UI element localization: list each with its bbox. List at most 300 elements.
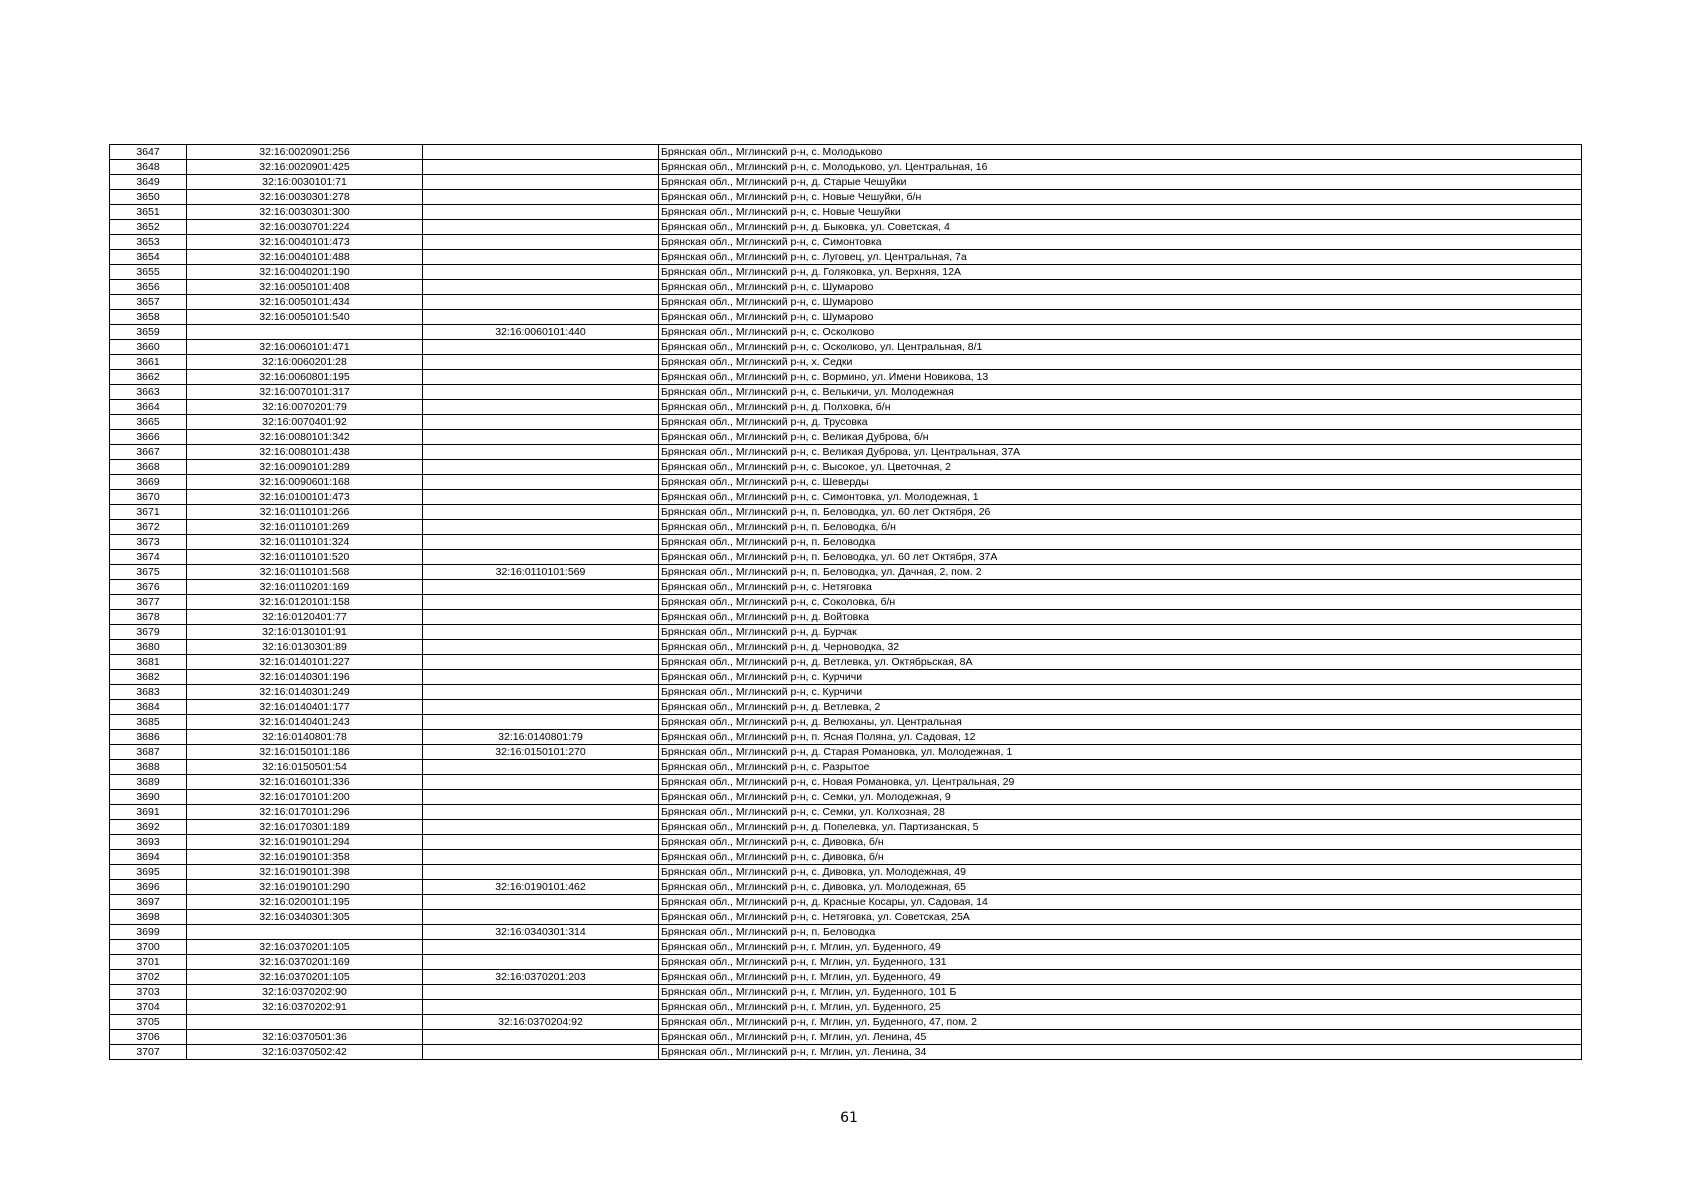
row-number-cell: 3672: [110, 520, 187, 535]
cadastral-number-cell: 32:16:0120101:158: [187, 595, 423, 610]
cadastral-number-cell: 32:16:0370202:91: [187, 1000, 423, 1015]
address-cell: Брянская обл., Мглинский р-н, д. Старые Чешуйки: [659, 175, 1582, 190]
related-cadastral-number-cell: 32:16:0190101:462: [423, 880, 659, 895]
related-cadastral-number-cell: [423, 400, 659, 415]
table-row: [110, 295, 1582, 310]
cadastral-number-cell: 32:16:0370201:105: [187, 940, 423, 955]
related-cadastral-number-cell: [423, 760, 659, 775]
related-cadastral-number-cell: 32:16:0060101:440: [423, 325, 659, 340]
table-row: [110, 700, 1582, 715]
cadastral-number-cell: 32:16:0140401:243: [187, 715, 423, 730]
row-number-cell: 3648: [110, 160, 187, 175]
cadastral-number-cell: 32:16:0030101:71: [187, 175, 423, 190]
cadastral-number-cell: 32:16:0130301:89: [187, 640, 423, 655]
related-cadastral-number-cell: [423, 535, 659, 550]
table-row: [110, 835, 1582, 850]
address-cell: Брянская обл., Мглинский р-н, с. Дивовка, б/н: [659, 835, 1582, 850]
row-number-cell: 3656: [110, 280, 187, 295]
related-cadastral-number-cell: [423, 580, 659, 595]
related-cadastral-number-cell: [423, 940, 659, 955]
related-cadastral-number-cell: [423, 235, 659, 250]
address-cell: Брянская обл., Мглинский р-н, с. Высокое, ул. Цветочная, 2: [659, 460, 1582, 475]
row-number-cell: 3686: [110, 730, 187, 745]
row-number-cell: 3677: [110, 595, 187, 610]
row-number-cell: 3695: [110, 865, 187, 880]
table-row: [110, 880, 1582, 895]
cadastral-number-cell: 32:16:0140801:78: [187, 730, 423, 745]
address-cell: Брянская обл., Мглинский р-н, с. Великая Дуброва, ул. Центральная, 37А: [659, 445, 1582, 460]
table-row: [110, 565, 1582, 580]
row-number-cell: 3669: [110, 475, 187, 490]
cadastral-number-cell: 32:16:0170301:189: [187, 820, 423, 835]
address-cell: Брянская обл., Мглинский р-н, п. Беловодка, б/н: [659, 520, 1582, 535]
row-number-cell: 3687: [110, 745, 187, 760]
address-cell: Брянская обл., Мглинский р-н, д. Войтовка: [659, 610, 1582, 625]
related-cadastral-number-cell: [423, 895, 659, 910]
table-row: [110, 760, 1582, 775]
row-number-cell: 3652: [110, 220, 187, 235]
address-cell: Брянская обл., Мглинский р-н, д. Полховка, б/н: [659, 400, 1582, 415]
cadastral-number-cell: [187, 1015, 423, 1030]
related-cadastral-number-cell: [423, 295, 659, 310]
related-cadastral-number-cell: 32:16:0340301:314: [423, 925, 659, 940]
table-row: [110, 220, 1582, 235]
address-cell: Брянская обл., Мглинский р-н, с. Новая Романовка, ул. Центральная, 29: [659, 775, 1582, 790]
address-cell: Брянская обл., Мглинский р-н, д. Быковка, ул. Советская, 4: [659, 220, 1582, 235]
row-number-cell: 3705: [110, 1015, 187, 1030]
row-number-cell: 3673: [110, 535, 187, 550]
row-number-cell: 3680: [110, 640, 187, 655]
address-cell: Брянская обл., Мглинский р-н, с. Великая Дуброва, б/н: [659, 430, 1582, 445]
cadastral-number-cell: 32:16:0150101:186: [187, 745, 423, 760]
row-number-cell: 3704: [110, 1000, 187, 1015]
cadastral-number-cell: 32:16:0190101:294: [187, 835, 423, 850]
table-row: [110, 850, 1582, 865]
related-cadastral-number-cell: [423, 355, 659, 370]
related-cadastral-number-cell: [423, 340, 659, 355]
address-cell: Брянская обл., Мглинский р-н, д. Ветлевка, 2: [659, 700, 1582, 715]
registry-table: [109, 144, 1582, 1060]
cadastral-number-cell: 32:16:0090601:168: [187, 475, 423, 490]
row-number-cell: 3706: [110, 1030, 187, 1045]
table-row: [110, 685, 1582, 700]
cadastral-number-cell: 32:16:0110101:266: [187, 505, 423, 520]
table-row: [110, 145, 1582, 160]
related-cadastral-number-cell: [423, 1000, 659, 1015]
cadastral-number-cell: 32:16:0190101:290: [187, 880, 423, 895]
related-cadastral-number-cell: [423, 805, 659, 820]
cadastral-number-cell: 32:16:0170101:200: [187, 790, 423, 805]
table-row: [110, 475, 1582, 490]
related-cadastral-number-cell: [423, 385, 659, 400]
related-cadastral-number-cell: [423, 310, 659, 325]
address-cell: Брянская обл., Мглинский р-н, д. Черноводка, 32: [659, 640, 1582, 655]
related-cadastral-number-cell: [423, 190, 659, 205]
row-number-cell: 3684: [110, 700, 187, 715]
row-number-cell: 3689: [110, 775, 187, 790]
address-cell: Брянская обл., Мглинский р-н, с. Дивовка, б/н: [659, 850, 1582, 865]
address-cell: Брянская обл., Мглинский р-н, г. Мглин, ул. Ленина, 34: [659, 1045, 1582, 1060]
cadastral-number-cell: 32:16:0100101:473: [187, 490, 423, 505]
cadastral-number-cell: 32:16:0050101:408: [187, 280, 423, 295]
related-cadastral-number-cell: [423, 775, 659, 790]
related-cadastral-number-cell: [423, 790, 659, 805]
address-cell: Брянская обл., Мглинский р-н, с. Шумарово: [659, 280, 1582, 295]
table-row: [110, 415, 1582, 430]
cadastral-number-cell: [187, 925, 423, 940]
related-cadastral-number-cell: [423, 595, 659, 610]
row-number-cell: 3694: [110, 850, 187, 865]
row-number-cell: 3692: [110, 820, 187, 835]
address-cell: Брянская обл., Мглинский р-н, г. Мглин, ул. Буденного, 25: [659, 1000, 1582, 1015]
table-row: [110, 400, 1582, 415]
related-cadastral-number-cell: [423, 985, 659, 1000]
related-cadastral-number-cell: [423, 520, 659, 535]
address-cell: Брянская обл., Мглинский р-н, с. Соколовка, б/н: [659, 595, 1582, 610]
cadastral-number-cell: 32:16:0190101:398: [187, 865, 423, 880]
related-cadastral-number-cell: [423, 145, 659, 160]
row-number-cell: 3665: [110, 415, 187, 430]
address-cell: Брянская обл., Мглинский р-н, с. Новые Чешуйки, б/н: [659, 190, 1582, 205]
address-cell: Брянская обл., Мглинский р-н, с. Шеверды: [659, 475, 1582, 490]
row-number-cell: 3685: [110, 715, 187, 730]
table-row: [110, 535, 1582, 550]
address-cell: Брянская обл., Мглинский р-н, п. Беловодка: [659, 535, 1582, 550]
row-number-cell: 3667: [110, 445, 187, 460]
cadastral-number-cell: 32:16:0110101:324: [187, 535, 423, 550]
cadastral-number-cell: 32:16:0030301:300: [187, 205, 423, 220]
cadastral-number-cell: 32:16:0340301:305: [187, 910, 423, 925]
address-cell: Брянская обл., Мглинский р-н, с. Осколково: [659, 325, 1582, 340]
cadastral-number-cell: [187, 325, 423, 340]
address-cell: Брянская обл., Мглинский р-н, с. Курчичи: [659, 685, 1582, 700]
address-cell: Брянская обл., Мглинский р-н, п. Беловодка, ул. 60 лет Октября, 26: [659, 505, 1582, 520]
table-row: [110, 865, 1582, 880]
address-cell: Брянская обл., Мглинский р-н, с. Семки, ул. Колхозная, 28: [659, 805, 1582, 820]
related-cadastral-number-cell: 32:16:0140801:79: [423, 730, 659, 745]
table-row: [110, 280, 1582, 295]
address-cell: Брянская обл., Мглинский р-н, д. Бурчак: [659, 625, 1582, 640]
cadastral-number-cell: 32:16:0190101:358: [187, 850, 423, 865]
row-number-cell: 3653: [110, 235, 187, 250]
table-row: [110, 970, 1582, 985]
table-row: [110, 190, 1582, 205]
table-row: [110, 715, 1582, 730]
row-number-cell: 3658: [110, 310, 187, 325]
related-cadastral-number-cell: 32:16:0370201:203: [423, 970, 659, 985]
related-cadastral-number-cell: [423, 430, 659, 445]
address-cell: Брянская обл., Мглинский р-н, с. Дивовка, ул. Молодежная, 65: [659, 880, 1582, 895]
cadastral-number-cell: 32:16:0070201:79: [187, 400, 423, 415]
table-row: [110, 445, 1582, 460]
address-cell: Брянская обл., Мглинский р-н, с. Велькичи, ул. Молодежная: [659, 385, 1582, 400]
table-row: [110, 730, 1582, 745]
related-cadastral-number-cell: [423, 835, 659, 850]
cadastral-number-cell: 32:16:0060101:471: [187, 340, 423, 355]
address-cell: Брянская обл., Мглинский р-н, д. Велюханы, ул. Центральная: [659, 715, 1582, 730]
related-cadastral-number-cell: [423, 820, 659, 835]
cadastral-number-cell: 32:16:0040101:488: [187, 250, 423, 265]
row-number-cell: 3698: [110, 910, 187, 925]
table-row: [110, 610, 1582, 625]
row-number-cell: 3647: [110, 145, 187, 160]
row-number-cell: 3697: [110, 895, 187, 910]
table-row: [110, 250, 1582, 265]
related-cadastral-number-cell: 32:16:0150101:270: [423, 745, 659, 760]
table-row: [110, 460, 1582, 475]
address-cell: Брянская обл., Мглинский р-н, д. Ветлевка, ул. Октябрьская, 8А: [659, 655, 1582, 670]
table-row: [110, 1030, 1582, 1045]
related-cadastral-number-cell: [423, 655, 659, 670]
row-number-cell: 3651: [110, 205, 187, 220]
address-cell: Брянская обл., Мглинский р-н, с. Семки, ул. Молодежная, 9: [659, 790, 1582, 805]
row-number-cell: 3654: [110, 250, 187, 265]
related-cadastral-number-cell: [423, 685, 659, 700]
table-row: [110, 895, 1582, 910]
related-cadastral-number-cell: [423, 280, 659, 295]
address-cell: Брянская обл., Мглинский р-н, с. Вормино, ул. Имени Новикова, 13: [659, 370, 1582, 385]
address-cell: Брянская обл., Мглинский р-н, х. Седки: [659, 355, 1582, 370]
related-cadastral-number-cell: [423, 715, 659, 730]
table-row: [110, 580, 1582, 595]
cadastral-number-cell: 32:16:0130101:91: [187, 625, 423, 640]
table-row: [110, 955, 1582, 970]
address-cell: Брянская обл., Мглинский р-н, д. Голяковка, ул. Верхняя, 12А: [659, 265, 1582, 280]
cadastral-number-cell: 32:16:0090101:289: [187, 460, 423, 475]
table-row: [110, 640, 1582, 655]
table-row: [110, 910, 1582, 925]
cadastral-number-cell: 32:16:0370202:90: [187, 985, 423, 1000]
cadastral-number-cell: 32:16:0110101:568: [187, 565, 423, 580]
cadastral-number-cell: 32:16:0070101:317: [187, 385, 423, 400]
address-cell: Брянская обл., Мглинский р-н, г. Мглин, ул. Буденного, 49: [659, 970, 1582, 985]
cadastral-number-cell: 32:16:0140301:249: [187, 685, 423, 700]
address-cell: Брянская обл., Мглинский р-н, г. Мглин, ул. Ленина, 45: [659, 1030, 1582, 1045]
address-cell: Брянская обл., Мглинский р-н, с. Молодьково: [659, 145, 1582, 160]
row-number-cell: 3696: [110, 880, 187, 895]
row-number-cell: 3657: [110, 295, 187, 310]
table-row: [110, 340, 1582, 355]
cadastral-number-cell: 32:16:0370501:36: [187, 1030, 423, 1045]
address-cell: Брянская обл., Мглинский р-н, с. Симонтовка, ул. Молодежная, 1: [659, 490, 1582, 505]
cadastral-number-cell: 32:16:0160101:336: [187, 775, 423, 790]
table-row: [110, 235, 1582, 250]
table-row: [110, 1000, 1582, 1015]
cadastral-number-cell: 32:16:0140401:177: [187, 700, 423, 715]
row-number-cell: 3660: [110, 340, 187, 355]
row-number-cell: 3703: [110, 985, 187, 1000]
address-cell: Брянская обл., Мглинский р-н, с. Симонтовка: [659, 235, 1582, 250]
related-cadastral-number-cell: [423, 175, 659, 190]
table-row: [110, 550, 1582, 565]
table-row: [110, 940, 1582, 955]
related-cadastral-number-cell: [423, 865, 659, 880]
row-number-cell: 3671: [110, 505, 187, 520]
table-row: [110, 655, 1582, 670]
row-number-cell: 3662: [110, 370, 187, 385]
address-cell: Брянская обл., Мглинский р-н, п. Беловодка, ул. 60 лет Октября, 37А: [659, 550, 1582, 565]
table-row: [110, 925, 1582, 940]
row-number-cell: 3668: [110, 460, 187, 475]
related-cadastral-number-cell: [423, 910, 659, 925]
cadastral-number-cell: 32:16:0370201:169: [187, 955, 423, 970]
cadastral-number-cell: 32:16:0050101:540: [187, 310, 423, 325]
table-row: [110, 625, 1582, 640]
related-cadastral-number-cell: [423, 205, 659, 220]
row-number-cell: 3701: [110, 955, 187, 970]
table-row: [110, 430, 1582, 445]
row-number-cell: 3664: [110, 400, 187, 415]
related-cadastral-number-cell: 32:16:0370204:92: [423, 1015, 659, 1030]
address-cell: Брянская обл., Мглинский р-н, с. Осколково, ул. Центральная, 8/1: [659, 340, 1582, 355]
registry-body: [110, 145, 1582, 1060]
related-cadastral-number-cell: [423, 850, 659, 865]
address-cell: Брянская обл., Мглинский р-н, п. Беловодка, ул. Дачная, 2, пом. 2: [659, 565, 1582, 580]
table-row: [110, 805, 1582, 820]
cadastral-number-cell: 32:16:0200101:195: [187, 895, 423, 910]
address-cell: Брянская обл., Мглинский р-н, д. Красные Косары, ул. Садовая, 14: [659, 895, 1582, 910]
row-number-cell: 3699: [110, 925, 187, 940]
row-number-cell: 3691: [110, 805, 187, 820]
row-number-cell: 3650: [110, 190, 187, 205]
related-cadastral-number-cell: [423, 610, 659, 625]
row-number-cell: 3700: [110, 940, 187, 955]
row-number-cell: 3707: [110, 1045, 187, 1060]
address-cell: Брянская обл., Мглинский р-н, с. Разрытое: [659, 760, 1582, 775]
table-row: [110, 745, 1582, 760]
table-row: [110, 385, 1582, 400]
cadastral-number-cell: 32:16:0020901:425: [187, 160, 423, 175]
table-row: [110, 325, 1582, 340]
cadastral-number-cell: 32:16:0030301:278: [187, 190, 423, 205]
related-cadastral-number-cell: [423, 625, 659, 640]
address-cell: Брянская обл., Мглинский р-н, с. Курчичи: [659, 670, 1582, 685]
row-number-cell: 3675: [110, 565, 187, 580]
row-number-cell: 3661: [110, 355, 187, 370]
related-cadastral-number-cell: [423, 475, 659, 490]
row-number-cell: 3659: [110, 325, 187, 340]
cadastral-number-cell: 32:16:0040101:473: [187, 235, 423, 250]
cadastral-number-cell: 32:16:0150501:54: [187, 760, 423, 775]
address-cell: Брянская обл., Мглинский р-н, г. Мглин, ул. Буденного, 131: [659, 955, 1582, 970]
table-row: [110, 985, 1582, 1000]
address-cell: Брянская обл., Мглинский р-н, с. Нетяговка, ул. Советская, 25А: [659, 910, 1582, 925]
related-cadastral-number-cell: [423, 700, 659, 715]
table-row: [110, 505, 1582, 520]
row-number-cell: 3670: [110, 490, 187, 505]
address-cell: Брянская обл., Мглинский р-н, с. Нетяговка: [659, 580, 1582, 595]
table-row: [110, 790, 1582, 805]
related-cadastral-number-cell: [423, 640, 659, 655]
row-number-cell: 3678: [110, 610, 187, 625]
row-number-cell: 3681: [110, 655, 187, 670]
row-number-cell: 3693: [110, 835, 187, 850]
row-number-cell: 3688: [110, 760, 187, 775]
related-cadastral-number-cell: [423, 1030, 659, 1045]
table-row: [110, 820, 1582, 835]
cadastral-number-cell: 32:16:0070401:92: [187, 415, 423, 430]
table-row: [110, 265, 1582, 280]
row-number-cell: 3674: [110, 550, 187, 565]
cadastral-number-cell: 32:16:0140301:196: [187, 670, 423, 685]
address-cell: Брянская обл., Мглинский р-н, д. Старая Романовка, ул. Молодежная, 1: [659, 745, 1582, 760]
row-number-cell: 3666: [110, 430, 187, 445]
table-row: [110, 1045, 1582, 1060]
address-cell: Брянская обл., Мглинский р-н, п. Ясная Поляна, ул. Садовая, 12: [659, 730, 1582, 745]
address-cell: Брянская обл., Мглинский р-н, п. Беловодка: [659, 925, 1582, 940]
table-row: [110, 370, 1582, 385]
row-number-cell: 3676: [110, 580, 187, 595]
cadastral-number-cell: 32:16:0370201:105: [187, 970, 423, 985]
cadastral-number-cell: 32:16:0110201:169: [187, 580, 423, 595]
row-number-cell: 3679: [110, 625, 187, 640]
row-number-cell: 3702: [110, 970, 187, 985]
cadastral-number-cell: 32:16:0040201:190: [187, 265, 423, 280]
cadastral-number-cell: 32:16:0020901:256: [187, 145, 423, 160]
row-number-cell: 3682: [110, 670, 187, 685]
address-cell: Брянская обл., Мглинский р-н, с. Шумарово: [659, 295, 1582, 310]
address-cell: Брянская обл., Мглинский р-н, с. Новые Чешуйки: [659, 205, 1582, 220]
address-cell: Брянская обл., Мглинский р-н, г. Мглин, ул. Буденного, 49: [659, 940, 1582, 955]
related-cadastral-number-cell: [423, 505, 659, 520]
related-cadastral-number-cell: [423, 460, 659, 475]
address-cell: Брянская обл., Мглинский р-н, г. Мглин, ул. Буденного, 101 Б: [659, 985, 1582, 1000]
page-number: 61: [840, 1110, 858, 1126]
related-cadastral-number-cell: [423, 160, 659, 175]
cadastral-number-cell: 32:16:0370502:42: [187, 1045, 423, 1060]
address-cell: Брянская обл., Мглинский р-н, с. Шумарово: [659, 310, 1582, 325]
address-cell: Брянская обл., Мглинский р-н, г. Мглин, ул. Буденного, 47, пом. 2: [659, 1015, 1582, 1030]
cadastral-number-cell: 32:16:0030701:224: [187, 220, 423, 235]
cadastral-number-cell: 32:16:0080101:438: [187, 445, 423, 460]
related-cadastral-number-cell: [423, 265, 659, 280]
row-number-cell: 3690: [110, 790, 187, 805]
table-row: [110, 160, 1582, 175]
related-cadastral-number-cell: [423, 550, 659, 565]
row-number-cell: 3663: [110, 385, 187, 400]
cadastral-number-cell: 32:16:0110101:269: [187, 520, 423, 535]
cadastral-number-cell: 32:16:0080101:342: [187, 430, 423, 445]
cadastral-number-cell: 32:16:0110101:520: [187, 550, 423, 565]
table-row: [110, 595, 1582, 610]
related-cadastral-number-cell: [423, 490, 659, 505]
related-cadastral-number-cell: [423, 955, 659, 970]
cadastral-number-cell: 32:16:0140101:227: [187, 655, 423, 670]
cadastral-number-cell: 32:16:0050101:434: [187, 295, 423, 310]
row-number-cell: 3655: [110, 265, 187, 280]
table-row: [110, 1015, 1582, 1030]
address-cell: Брянская обл., Мглинский р-н, д. Попелевка, ул. Партизанская, 5: [659, 820, 1582, 835]
related-cadastral-number-cell: 32:16:0110101:569: [423, 565, 659, 580]
table-row: [110, 205, 1582, 220]
row-number-cell: 3649: [110, 175, 187, 190]
related-cadastral-number-cell: [423, 415, 659, 430]
cadastral-number-cell: 32:16:0120401:77: [187, 610, 423, 625]
address-cell: Брянская обл., Мглинский р-н, с. Дивовка, ул. Молодежная, 49: [659, 865, 1582, 880]
related-cadastral-number-cell: [423, 220, 659, 235]
address-cell: Брянская обл., Мглинский р-н, с. Молодьково, ул. Центральная, 16: [659, 160, 1582, 175]
table-row: [110, 490, 1582, 505]
related-cadastral-number-cell: [423, 370, 659, 385]
row-number-cell: 3683: [110, 685, 187, 700]
table-row: [110, 775, 1582, 790]
address-cell: Брянская обл., Мглинский р-н, д. Трусовка: [659, 415, 1582, 430]
table-row: [110, 175, 1582, 190]
cadastral-number-cell: 32:16:0060201:28: [187, 355, 423, 370]
related-cadastral-number-cell: [423, 445, 659, 460]
cadastral-number-cell: 32:16:0170101:296: [187, 805, 423, 820]
table-row: [110, 310, 1582, 325]
